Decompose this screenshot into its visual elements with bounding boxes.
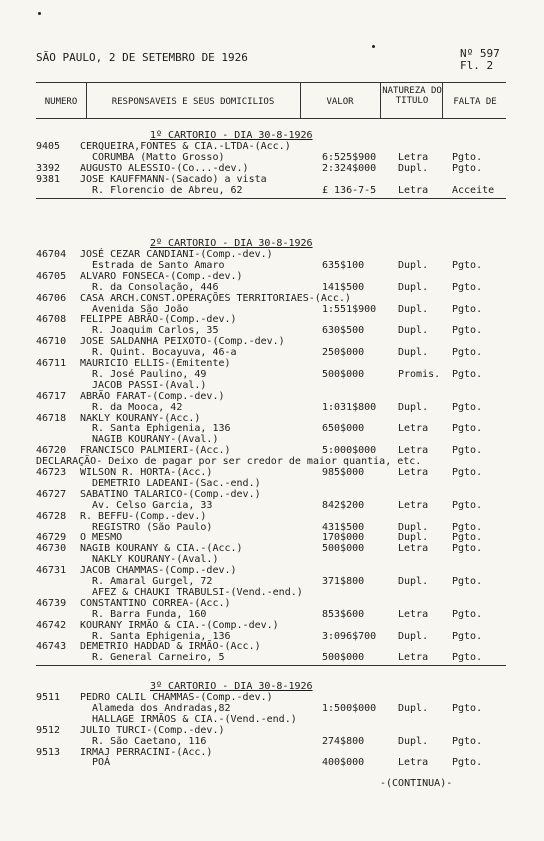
entry-party: SABATINO TALARICO-(Comp.-dev.) — [80, 488, 261, 500]
entry-falta: Pgto. — [452, 401, 483, 413]
entry-nature: Dupl. — [398, 162, 429, 174]
entry-party: R. Santa Ephigenia, 136 — [80, 423, 231, 435]
entry-falta: Pgto. — [452, 281, 483, 293]
entry-party: IRMAJ PERRACINI-(Acc.) — [80, 746, 213, 758]
continua-note: -(CONTINUA)- — [380, 778, 453, 789]
entry-value: 985$000 — [322, 467, 365, 478]
column-divider — [380, 82, 381, 118]
entry-party: POÁ — [80, 757, 111, 769]
entry-number: 9511 — [36, 692, 61, 703]
ink-speck — [38, 12, 41, 15]
entry-party: NAGIB KOURANY & CIA.-(Acc.) — [80, 543, 243, 555]
entry-falta: Pgto. — [452, 521, 483, 533]
entry-number: 46718 — [36, 412, 67, 424]
folio-number: Fl. 2 — [460, 59, 494, 72]
entry-party: R. da Consolação, 446 — [80, 281, 219, 293]
entry-nature: Dupl. — [398, 702, 429, 714]
page-number: Nº 597 — [460, 47, 500, 60]
entry-party: JOSE SALDANHA PEIXOTO-(Comp.-dev.) — [80, 336, 285, 348]
entry-nature: Letra — [398, 499, 429, 511]
entry-falta: Pgto. — [452, 423, 483, 435]
entry-party: Estrada de Santo Amaro — [80, 259, 225, 271]
entry-number: 9381 — [36, 173, 61, 185]
entry-party: R. Joaquim Carlos, 35 — [80, 325, 219, 337]
entry-number: 46720 — [36, 445, 67, 457]
entry-falta: Pgto. — [452, 652, 483, 664]
entry-nature: Dupl. — [398, 347, 429, 359]
entry-nature: Dupl. — [398, 532, 429, 544]
entry-nature: Letra — [398, 445, 429, 457]
section-title: 2º CARTORIO - DIA 30-8-1926 — [150, 238, 313, 249]
entry-falta: Pgto. — [452, 162, 483, 174]
entry-falta: Pgto. — [452, 467, 483, 478]
entry-falta: Pgto. — [452, 532, 483, 544]
entry-party: R. Barra Funda, 160 — [80, 608, 207, 620]
entry-party: AUGUSTO ALESSIO-(Co...-dev.) — [80, 162, 249, 174]
entry-party: R. Quint. Bocayuva, 46-a — [80, 347, 237, 359]
entry-nature: Letra — [398, 652, 429, 664]
entry-nature: Dupl. — [398, 303, 429, 315]
entry-nature: Letra — [398, 543, 429, 555]
entry-number: 46711 — [36, 358, 67, 369]
column-divider — [442, 82, 443, 118]
entry-nature: Letra — [398, 467, 429, 478]
entry-party: AFEZ & CHAUKI TRABULSI-(Vend.-end.) — [80, 586, 303, 598]
entry-nature: Dupl. — [398, 259, 429, 271]
entry-party: JOSE KAUFFMANN-(Sacado) a vista — [80, 173, 267, 185]
entry-value: 431$500 — [322, 521, 365, 533]
entry-value: 500$000 — [322, 652, 365, 664]
entry-number: 46743 — [36, 641, 67, 653]
entry-value: 3:096$700 — [322, 630, 377, 642]
entry-number: 46729 — [36, 532, 67, 544]
entry-value: 500$000 — [322, 368, 365, 380]
entry-nature: Letra — [398, 423, 429, 435]
entry-nature: Promis. — [398, 368, 441, 380]
entry-party: CERQUEIRA,FONTES & CIA.-LTDA-(Acc.) — [80, 141, 291, 152]
entry-party: Avenida São João — [80, 303, 189, 315]
entry-nature: Dupl. — [398, 735, 429, 747]
entry-value: 2:324$000 — [322, 162, 377, 174]
entry-value: 141$500 — [322, 281, 365, 293]
section-rule — [36, 198, 506, 199]
entry-party: NAGIB KOURANY-(Aval.) — [80, 434, 219, 446]
entry-nature: Dupl. — [398, 401, 429, 413]
entry-number: 46723 — [36, 467, 67, 478]
entry-party: PEDRO CALIL CHAMMAS-(Comp.-dev.) — [80, 692, 273, 703]
entry-falta: Pgto. — [452, 347, 483, 359]
entry-value: 371$800 — [322, 576, 365, 587]
entry-number: 46730 — [36, 543, 67, 555]
entry-number: 46742 — [36, 619, 67, 631]
section-title: 1º CARTORIO - DIA 30-8-1926 — [150, 130, 313, 141]
entry-value: 6:525$900 — [322, 151, 377, 163]
entry-value: 400$000 — [322, 757, 365, 769]
entry-nature: Dupl. — [398, 630, 429, 642]
entry-party: JOSÉ CEZAR CANDIANI-(Comp.-dev.) — [80, 249, 273, 260]
column-header-falta: FALTA DE — [453, 97, 497, 107]
entry-falta: Pgto. — [452, 151, 483, 163]
entry-number: 46727 — [36, 488, 67, 500]
entry-number: 46731 — [36, 565, 67, 577]
entry-falta: Pgto. — [452, 543, 483, 555]
entry-value: 250$000 — [322, 347, 365, 359]
entry-value: 1:031$800 — [322, 401, 377, 413]
entry-party: R. José Paulino, 49 — [80, 368, 207, 380]
entry-party: CASA ARCH.CONST.OPERAÇÕES TERRITORIAES-(Acc.) — [80, 292, 351, 304]
column-header-natureza: NATUREZA DO TITULO — [382, 86, 442, 106]
entry-nature: Letra — [398, 757, 429, 769]
entry-nature: Dupl. — [398, 281, 429, 293]
entry-number: 9512 — [36, 724, 61, 736]
entry-value: 853$600 — [322, 608, 365, 620]
entry-party: Alameda dos Andradas,82 — [80, 702, 231, 714]
entry-falta: Pgto. — [452, 499, 483, 511]
entry-party: R. General Carneiro, 5 — [80, 652, 225, 664]
entry-value: 1:551$900 — [322, 303, 377, 315]
entry-value: £ 136-7-5 — [322, 184, 377, 196]
entry-nature: Dupl. — [398, 576, 429, 587]
column-header-valor: VALOR — [326, 97, 354, 107]
place-date: SÃO PAULO, 2 DE SETEMBRO DE 1926 — [36, 51, 248, 64]
entry-nature: Letra — [398, 151, 429, 163]
entry-value: 500$000 — [322, 543, 365, 555]
entry-party: MAURICIO ELLIS-(Emitente) — [80, 358, 231, 369]
entry-falta: Pgto. — [452, 368, 483, 380]
entry-falta: Pgto. — [452, 702, 483, 714]
entry-party: DEMETRIO HADDAD & IRMÃO-(Acc.) — [80, 641, 261, 653]
entry-value: 650$000 — [322, 423, 365, 435]
entry-party: FELIPPE ABRÃO-(Comp.-dev.) — [80, 314, 237, 326]
entry-nature: Letra — [398, 184, 429, 196]
entry-party: ALVARO FONSECA-(Comp.-dev.) — [80, 270, 243, 282]
entry-party: R. Santa Ephigenia, 136 — [80, 630, 231, 642]
entry-party: JACOB CHAMMAS-(Comp.-dev.) — [80, 565, 237, 577]
section-title: 3º CARTORIO - DIA 30-8-1926 — [150, 681, 313, 692]
header-bottom-rule — [36, 118, 506, 119]
entry-value: 274$800 — [322, 735, 365, 747]
entry-party: JULIO TURCI-(Comp.-dev.) — [80, 724, 225, 736]
entry-party: DEMETRIO LADEANI-(Sac.-end.) — [80, 477, 261, 489]
entry-party: WILSON R. HORTA-(Acc.) — [80, 467, 213, 478]
entry-number: 9405 — [36, 141, 61, 152]
column-header-responsaveis: RESPONSAVEIS E SEUS DOMICILIOS — [111, 97, 275, 107]
entry-value: 635$100 — [322, 259, 365, 271]
entry-party: R. da Mooca, 42 — [80, 401, 183, 413]
entry-number: 46708 — [36, 314, 67, 326]
entry-number: 3392 — [36, 162, 61, 174]
header-top-rule — [36, 82, 506, 83]
entry-value: 842$200 — [322, 499, 365, 511]
entry-number: 9513 — [36, 746, 61, 758]
entry-falta: Pgto. — [452, 259, 483, 271]
entry-falta: Pgto. — [452, 303, 483, 315]
entry-party: R. BEFFU-(Comp.-dev.) — [80, 510, 207, 522]
entry-party: R. Florencio de Abreu, 62 — [80, 184, 243, 196]
entry-party: CONSTANTINO CORREA-(Acc.) — [80, 597, 231, 609]
entry-falta: Acceite — [452, 184, 495, 196]
entry-party: ABRÃO FARAT-(Comp.-dev.) — [80, 390, 225, 402]
entry-nature: Letra — [398, 608, 429, 620]
entry-nature: Dupl. — [398, 521, 429, 533]
entry-value: 170$000 — [322, 532, 365, 544]
entry-nature: Dupl. — [398, 325, 429, 337]
entry-party: O MESMO — [80, 532, 123, 544]
entry-number: 46706 — [36, 292, 67, 304]
entry-value: 1:500$000 — [322, 702, 377, 714]
entry-value: 5:000$000 — [322, 445, 377, 457]
entry-falta: Pgto. — [452, 445, 483, 457]
entry-falta: Pgto. — [452, 630, 483, 642]
entry-number: 46705 — [36, 270, 67, 282]
entry-value: 630$500 — [322, 325, 365, 337]
entry-falta: Pgto. — [452, 735, 483, 747]
entry-party: JACOB PASSI-(Aval.) — [80, 379, 207, 391]
entry-falta: Pgto. — [452, 757, 483, 769]
section-rule — [36, 665, 506, 666]
entry-number: 46739 — [36, 597, 67, 609]
entry-party: NAKLY KOURANY-(Acc.) — [80, 412, 201, 424]
declaration-text: DECLARAÇÃO- Deixo de pagar por ser credor de maior quantia, etc. — [36, 456, 422, 468]
entry-party: REGISTRO (São Paulo) — [80, 521, 213, 533]
ink-speck — [372, 45, 375, 48]
entry-falta: Pgto. — [452, 325, 483, 337]
entry-number: 46704 — [36, 249, 67, 260]
entry-party: R. Amaral Gurgel, 72 — [80, 576, 213, 587]
entry-number: 46717 — [36, 390, 67, 402]
entry-party: NAKLY KOURANY-(Aval.) — [80, 554, 219, 566]
column-header-numero: NUMERO — [44, 97, 78, 107]
entry-number: 46728 — [36, 510, 67, 522]
entry-falta: Pgto. — [452, 608, 483, 620]
entry-party: CORUMBA (Matto Grosso) — [80, 151, 225, 163]
entry-party: HALLAGE IRMÃOS & CIA.-(Vend.-end.) — [80, 713, 297, 725]
entry-number: 46710 — [36, 336, 67, 348]
entry-party: R. São Caetano, 116 — [80, 735, 207, 747]
entry-falta: Pgto. — [452, 576, 483, 587]
entry-party: FRANCISCO PALMIERI-(Acc.) — [80, 445, 231, 457]
entry-party: KOURANY IRMÃO & CIA.-(Comp.-dev.) — [80, 619, 279, 631]
entry-party: Av. Celso Garcia, 33 — [80, 499, 213, 511]
